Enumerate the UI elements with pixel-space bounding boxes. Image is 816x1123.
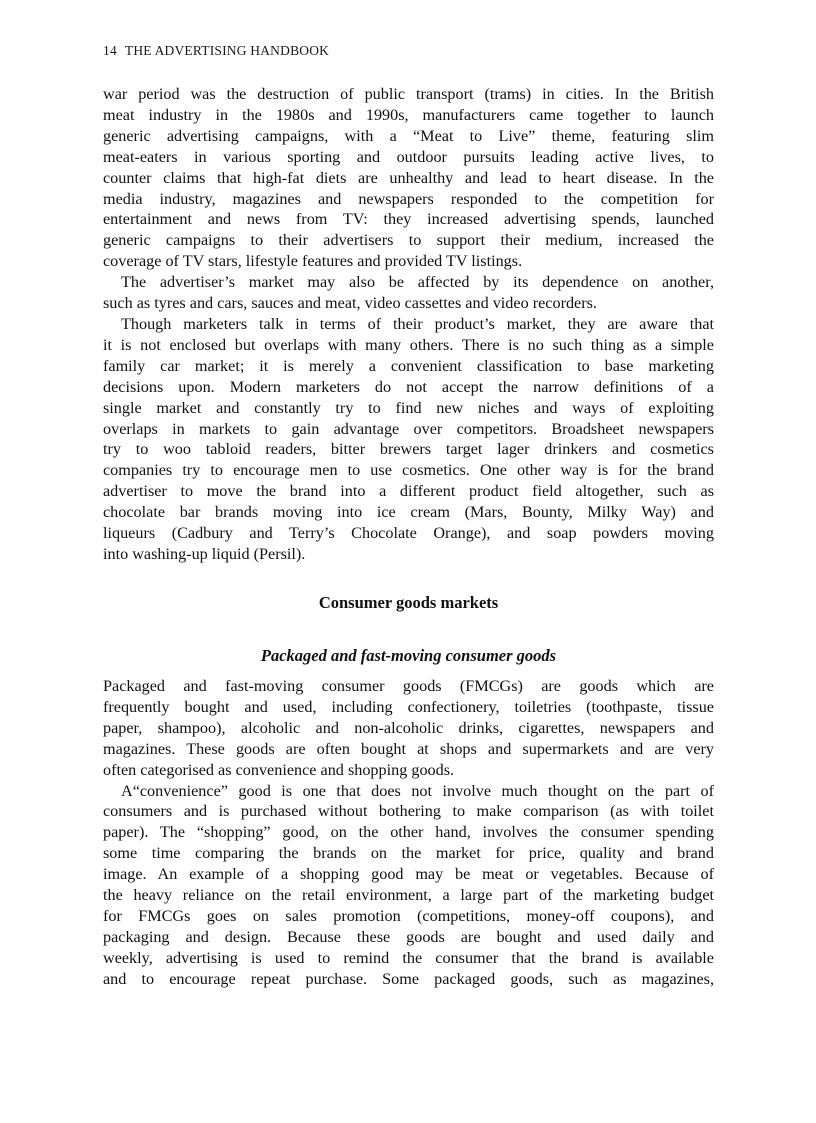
text-line: image. An example of a shopping good may be meat or vegetables. Because of xyxy=(103,865,714,884)
text-line: counter claims that high-fat diets are unhealthy and lead to heart disease. In the xyxy=(103,168,714,187)
text-line: magazines. These goods are often bought at shops and supermarkets and are very xyxy=(103,739,714,758)
body-text-block-1 xyxy=(103,84,714,565)
subsection-heading: Packaged and fast-moving consumer goods xyxy=(260,646,557,665)
text-line: some time comparing the brands on the market for price, quality and brand xyxy=(103,844,714,863)
text-line: Though marketers talk in terms of their product’s market, they are aware that xyxy=(121,314,714,333)
page-number: 14 xyxy=(103,43,117,58)
body-text-block-2 xyxy=(103,676,714,990)
text-line: frequently bought and used, including confectionery, toiletries (toothpaste, tissue xyxy=(103,697,714,716)
text-line: for FMCGs goes on sales promotion (competitions, money-off coupons), and xyxy=(103,906,714,925)
text-line: war period was the destruction of public transport (trams) in cities. In the British xyxy=(103,85,714,103)
paragraph-transport-meat-media xyxy=(103,84,714,272)
text-line: coverage of TV stars, lifestyle features and provided TV listings. xyxy=(103,252,523,271)
text-line: entertainment and news from TV: they increased advertising spends, launched xyxy=(103,210,714,229)
text-line: paper). The “shopping” good, on the other hand, involves the consumer spending xyxy=(103,823,714,842)
text-line: try to woo tabloid readers, bitter brewers target lager drinkers and cosmetics xyxy=(103,440,714,459)
text-line: paper, shampoo), alcoholic and non-alcoholic drinks, cigarettes, newspapers and xyxy=(103,718,714,737)
text-line: generic campaigns to their advertisers to support their medium, increased the xyxy=(103,231,714,250)
paragraph-market-dependence xyxy=(103,272,714,314)
text-line: meat-eaters in various sporting and outdoor pursuits leading active lives, to xyxy=(103,147,714,166)
text-line: single market and constantly try to find new niches and ways of exploiting xyxy=(103,398,714,417)
text-line: decisions upon. Modern marketers do not accept the narrow definitions of a xyxy=(103,377,714,396)
text-line: overlaps in markets to gain advantage over competitors. Broadsheet newspapers xyxy=(103,419,714,438)
text-line: generic advertising campaigns, with a “Meat to Live” theme, featuring slim xyxy=(103,126,714,145)
book-title: THE ADVERTISING HANDBOOK xyxy=(124,43,330,58)
text-line: packaging and design. Because these goods are bought and used daily and xyxy=(103,927,714,946)
text-line: the heavy reliance on the retail environment, a large part of the marketing budget xyxy=(103,886,714,905)
text-line: meat industry in the 1980s and 1990s, manufacturers came together to launch xyxy=(103,105,714,124)
paragraph-fmcg-definition xyxy=(103,676,714,781)
text-line: and to encourage repeat purchase. Some packaged goods, such as magazines, xyxy=(103,969,714,988)
paragraph-convenience-shopping xyxy=(103,781,714,990)
text-line: Packaged and fast-moving consumer goods (FMCGs) are goods which are xyxy=(103,677,714,695)
text-line: liqueurs (Cadbury and Terry’s Chocolate Orange), and soap powders moving xyxy=(103,524,714,543)
text-line: media industry, magazines and newspapers responded to the competition for xyxy=(103,189,714,208)
text-line: chocolate bar brands moving into ice cream (Mars, Bounty, Milky Way) and xyxy=(103,503,714,522)
text-line: family car market; it is merely a convenient classification to base marketing xyxy=(103,356,714,375)
paragraph-market-overlaps xyxy=(103,314,714,565)
section-heading: Consumer goods markets xyxy=(318,593,499,612)
text-line: weekly, advertising is used to remind the consumer that the brand is available xyxy=(103,948,714,967)
text-line: such as tyres and cars, sauces and meat, video cassettes and video recorders. xyxy=(103,294,597,313)
text-line: advertiser to move the brand into a different product field altogether, such as xyxy=(103,482,714,501)
text-line: into washing-up liquid (Persil). xyxy=(103,544,306,563)
text-line: often categorised as convenience and shopping goods. xyxy=(103,760,455,779)
text-line: it is not enclosed but overlaps with many others. There is no such thing as a simple xyxy=(103,335,714,354)
text-line: The advertiser’s market may also be affected by its dependence on another, xyxy=(121,273,714,292)
text-line: consumers and is purchased without bothering to make comparison (as with toilet xyxy=(103,802,714,821)
text-line: companies try to encourage men to use cosmetics. One other way is for the brand xyxy=(103,461,714,480)
running-head xyxy=(103,43,329,59)
text-line: A“convenience” good is one that does not involve much thought on the part of xyxy=(121,781,714,800)
